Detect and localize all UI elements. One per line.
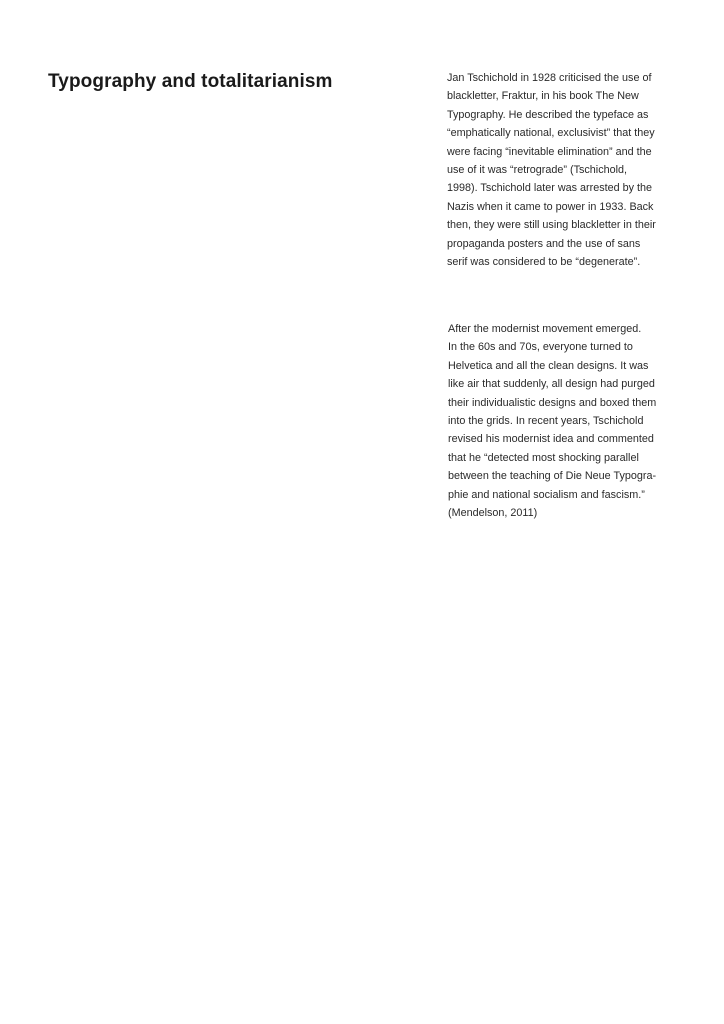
paragraph-line: 1998). Tschichold later was arrested by the (447, 182, 653, 195)
paragraph-line: between the teaching of Die Neue Typogra- (448, 470, 657, 483)
paragraph-line: (Mendelson, 2011) (448, 507, 538, 520)
paragraph-line: revised his modernist idea and commented (448, 433, 654, 446)
paragraph-line: serif was considered to be “degenerate”. (447, 256, 641, 269)
paragraph-line: were facing “inevitable elimination” and the (447, 145, 652, 158)
paragraph-line: use of it was “retrograde” (Tschichold, (447, 164, 628, 177)
paragraph-line: blackletter, Fraktur, in his book The New (447, 90, 639, 103)
paragraph-line: “emphatically national, exclusivist” that they (447, 127, 655, 140)
body-paragraph-tschichold-1928 (447, 69, 677, 271)
paragraph-line: After the modernist movement emerged. (448, 323, 642, 335)
paragraph-line: into the grids. In recent years, Tschichold (448, 415, 644, 428)
paragraph-line: propaganda posters and the use of sans (447, 237, 641, 250)
paragraph-line: Typography. He described the typeface as (447, 108, 649, 121)
paragraph-line: Jan Tschichold in 1928 criticised the use of (447, 72, 652, 84)
paragraph-line: that he “detected most shocking parallel (448, 451, 639, 464)
paragraph-line: Nazis when it came to power in 1933. Back (447, 200, 654, 213)
paragraph-line: In the 60s and 70s, everyone turned to (448, 341, 633, 354)
paragraph-line: then, they were still using blackletter in their (447, 219, 656, 232)
body-paragraph-modernist-movement (448, 320, 678, 522)
paragraph-line: like air that suddenly, all design had purged (448, 378, 655, 391)
page-title: Typography and totalitarianism (48, 71, 333, 92)
paragraph-line: phie and national socialism and fascism.” (448, 488, 645, 501)
paragraph-line: their individualistic designs and boxed them (448, 396, 657, 409)
paragraph-line: Helvetica and all the clean designs. It was (448, 359, 649, 372)
